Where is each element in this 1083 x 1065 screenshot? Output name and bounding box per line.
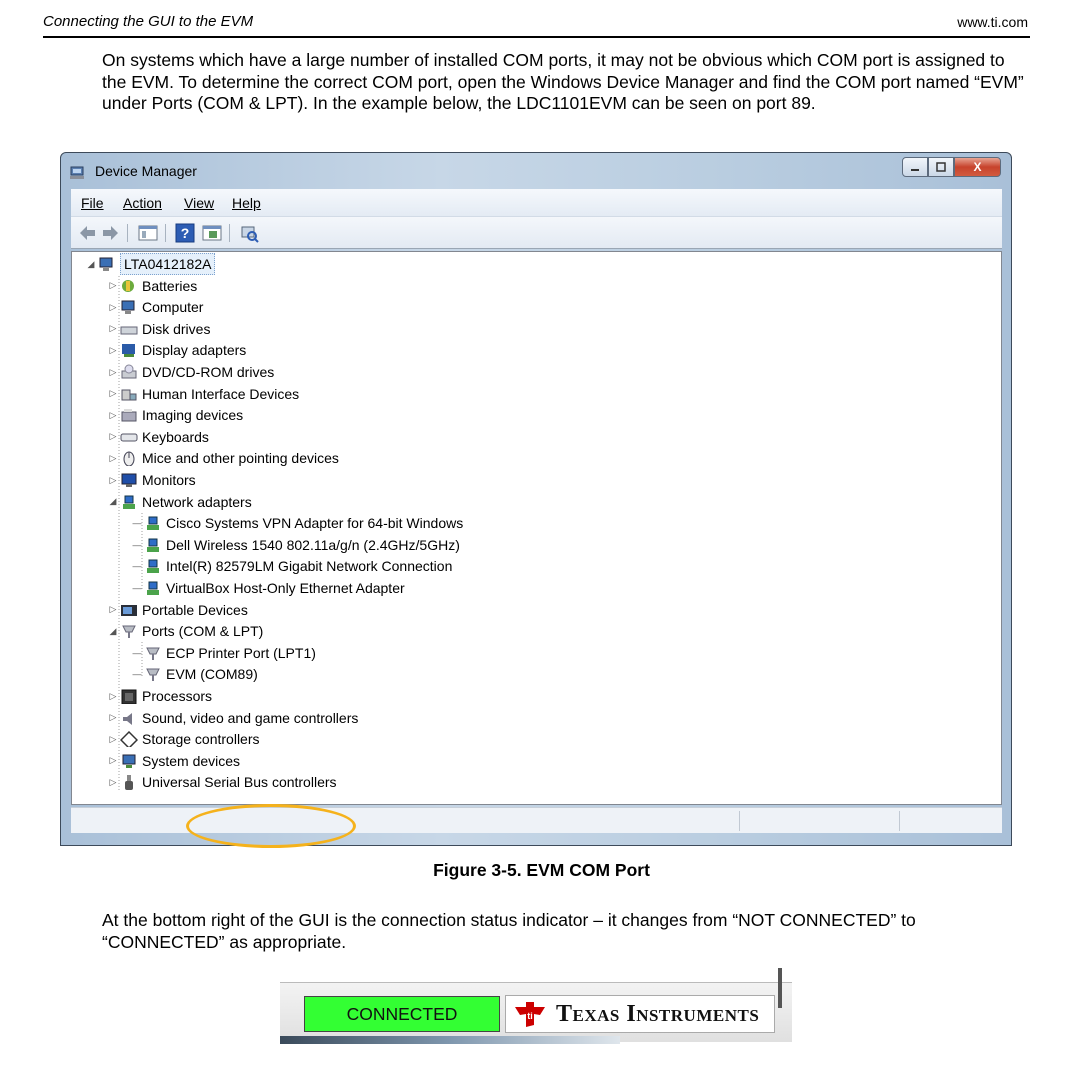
tree-node-label: Portable Devices <box>142 601 248 618</box>
tree-node-label: ECP Printer Port (LPT1) <box>166 644 316 661</box>
tree-node-label: DVD/CD-ROM drives <box>142 364 275 380</box>
toolbar-separator <box>127 224 128 242</box>
tree-category-node[interactable] <box>108 448 339 468</box>
tree-category-node[interactable] <box>108 621 263 641</box>
tree-category-node[interactable] <box>108 384 299 404</box>
maximize-icon <box>936 162 946 172</box>
tree-category-node[interactable] <box>108 686 212 706</box>
processor-icon <box>120 688 138 704</box>
storage-controller-icon <box>120 731 138 747</box>
menu-action-label: Action <box>123 195 162 211</box>
ti-logo-text: Texas Instruments <box>556 1000 760 1027</box>
tree-node-label: VirtualBox Host-Only Ethernet Adapter <box>166 580 405 596</box>
tree-device-node[interactable] <box>132 513 463 533</box>
portable-device-icon <box>120 602 138 618</box>
device-manager-window <box>60 152 1012 846</box>
help-icon[interactable] <box>175 223 195 243</box>
monitor-icon <box>120 472 138 488</box>
expand-triangle-icon[interactable]: ▷ <box>109 452 117 463</box>
tree-node-label: Mice and other pointing devices <box>142 450 339 467</box>
status-paragraph: At the bottom right of the GUI is the connection status indicator – it changes from “NOT CONNECTED” to “CONNECTED” as appropriate. <box>102 910 916 952</box>
tree-device-node[interactable] <box>132 535 460 555</box>
expand-triangle-icon[interactable]: ▷ <box>109 301 117 312</box>
properties-icon[interactable] <box>201 223 223 243</box>
tree-category-node[interactable] <box>108 729 260 749</box>
menu-view[interactable] <box>184 195 214 211</box>
tree-category-node[interactable] <box>108 276 197 296</box>
menu-help-label: Help <box>232 195 261 211</box>
network-adapter-icon <box>144 558 162 574</box>
sound-icon <box>120 710 138 726</box>
expand-triangle-icon[interactable]: ▷ <box>109 776 117 787</box>
collapse-triangle-icon[interactable]: ◢ <box>87 258 95 269</box>
close-button[interactable]: X <box>954 157 1001 177</box>
scan-hardware-icon[interactable] <box>239 223 259 243</box>
tree-node-label: Disk drives <box>142 320 211 337</box>
collapse-triangle-icon[interactable]: ◢ <box>109 496 117 507</box>
tree-category-node[interactable] <box>108 470 196 490</box>
expand-triangle-icon[interactable]: ▷ <box>109 280 117 291</box>
back-arrow-icon[interactable] <box>77 223 97 243</box>
menu-file[interactable] <box>81 195 104 211</box>
tree-node-label: Imaging devices <box>142 407 244 424</box>
menu-file-label: File <box>81 195 104 211</box>
tree-node-label: Human Interface Devices <box>142 385 300 402</box>
website-link[interactable]: www.ti.com <box>957 14 1028 30</box>
expand-triangle-icon[interactable]: ▷ <box>109 388 117 399</box>
intro-paragraph: On systems which have a large number of installed COM ports, it may not be obvious which COM port is assigned to the EVM. To determine the correct COM port, open the Windows Device Manager and find the COM port named “EVM” under Ports (COM & LPT). In the example below, the LDC1101EVM can be seen on port 89. <box>102 50 1024 113</box>
expand-triangle-icon[interactable]: ▷ <box>109 712 117 723</box>
menu-help[interactable] <box>232 195 261 211</box>
mouse-icon <box>120 450 138 466</box>
tree-branch-connector: — <box>132 647 142 658</box>
tree-node-label: Ports (COM & LPT) <box>142 623 264 640</box>
title-bar[interactable] <box>61 153 1011 187</box>
tree-node-label: Sound, video and game controllers <box>142 709 359 726</box>
tree-device-node[interactable] <box>132 664 258 684</box>
header-rule <box>43 36 1030 38</box>
device-tree[interactable] <box>71 251 1002 805</box>
minimize-icon <box>910 162 920 172</box>
figure-caption: Figure 3-5. EVM COM Port <box>433 860 650 880</box>
tree-node-label: Intel(R) 82579LM Gigabit Network Connection <box>166 558 453 575</box>
tree-category-node[interactable] <box>108 340 246 360</box>
section-header: Connecting the GUI to the EVM <box>43 13 254 30</box>
network-adapter-icon <box>144 580 162 596</box>
expand-triangle-icon[interactable]: ▷ <box>109 690 117 701</box>
tree-device-node[interactable] <box>132 643 316 663</box>
network-adapter-icon <box>144 537 162 553</box>
tree-category-node[interactable] <box>108 405 243 425</box>
tree-node-label: Universal Serial Bus controllers <box>142 774 337 791</box>
tree-category-node[interactable] <box>108 319 210 339</box>
keyboard-icon <box>120 429 138 445</box>
toolbar <box>71 217 1002 249</box>
gui-status-bar-image <box>280 968 792 1065</box>
tree-category-node[interactable] <box>108 362 274 382</box>
computer-icon <box>98 256 116 272</box>
tree-category-node[interactable] <box>108 708 358 728</box>
tree-branch-connector: — <box>132 583 142 593</box>
toolbar-separator <box>229 224 230 242</box>
tree-category-node[interactable] <box>108 297 203 317</box>
battery-icon <box>120 278 138 294</box>
maximize-button[interactable] <box>928 157 954 177</box>
tree-node-label: Storage controllers <box>142 731 260 748</box>
network-adapter-icon <box>144 515 162 531</box>
tree-node-label: Monitors <box>142 472 196 488</box>
expand-triangle-icon[interactable]: ▷ <box>109 755 117 766</box>
status-bar-edge <box>778 968 782 1008</box>
tree-category-node[interactable] <box>108 427 209 447</box>
expand-triangle-icon[interactable]: ▷ <box>109 604 117 615</box>
usb-icon <box>120 774 138 790</box>
ti-state-logo-icon <box>512 999 548 1029</box>
port-icon <box>144 666 162 682</box>
tree-node-label: Cisco Systems VPN Adapter for 64-bit Windows <box>166 515 464 532</box>
tree-category-node[interactable] <box>108 600 248 620</box>
expand-triangle-icon[interactable]: ▷ <box>109 431 117 442</box>
tree-branch-connector: — <box>132 669 142 680</box>
expand-triangle-icon[interactable]: ▷ <box>109 409 117 420</box>
highlight-circle <box>186 804 356 848</box>
tree-node-label: Processors <box>142 688 213 704</box>
expand-triangle-icon[interactable]: ▷ <box>109 344 117 355</box>
dvd-drive-icon <box>120 364 138 380</box>
display-adapter-icon <box>120 342 138 358</box>
expand-triangle-icon[interactable]: ▷ <box>109 323 117 334</box>
device-manager-icon <box>69 164 85 180</box>
tree-root-node[interactable] <box>86 254 215 274</box>
tree-device-node[interactable] <box>132 578 405 598</box>
tree-branch-connector: — <box>132 539 142 550</box>
status-divider <box>899 811 900 831</box>
forward-arrow-icon[interactable] <box>101 223 121 243</box>
expand-triangle-icon[interactable]: ▷ <box>109 733 117 744</box>
tree-node-label: EVM (COM89) <box>166 666 258 683</box>
system-device-icon <box>120 753 138 769</box>
window-controls <box>902 157 1001 177</box>
status-divider <box>739 811 740 831</box>
computer-icon <box>120 299 138 315</box>
ti-logo <box>505 995 775 1033</box>
imaging-device-icon <box>120 407 138 423</box>
menu-bar <box>71 189 1002 217</box>
tree-node-label: Network adapters <box>142 493 252 510</box>
menu-action[interactable] <box>123 195 162 211</box>
menu-view-label: View <box>184 195 215 211</box>
port-icon <box>120 623 138 639</box>
status-bar-shadow <box>280 1036 620 1044</box>
tree-node-label: Computer <box>142 299 204 316</box>
port-icon <box>144 645 162 661</box>
svg-text:ti: ti <box>527 1011 533 1021</box>
minimize-button[interactable] <box>902 157 928 177</box>
collapse-triangle-icon[interactable]: ◢ <box>109 625 117 636</box>
tree-node-label: Display adapters <box>142 342 247 359</box>
connection-status-indicator: CONNECTED <box>304 996 500 1032</box>
computer-name-label: LTA0412182A <box>120 253 215 275</box>
toolbar-separator <box>165 224 166 242</box>
tree-category-node[interactable] <box>108 772 337 792</box>
tree-device-node[interactable] <box>132 556 452 576</box>
hid-icon <box>120 386 138 402</box>
svg-text:?: ? <box>180 225 190 241</box>
tree-node-label: Batteries <box>142 277 198 294</box>
tree-branch-connector: — <box>132 561 142 572</box>
expand-triangle-icon[interactable]: ▷ <box>109 366 117 377</box>
tree-branch-connector: — <box>132 518 142 529</box>
tree-category-node[interactable] <box>108 751 240 771</box>
network-adapter-icon <box>120 494 138 510</box>
window-title: Device Manager <box>95 163 197 179</box>
tree-node-label: Dell Wireless 1540 802.11a/g/n (2.4GHz/5GHz) <box>166 536 460 553</box>
tree-category-node[interactable] <box>108 492 252 512</box>
tree-node-label: System devices <box>142 752 241 769</box>
expand-triangle-icon[interactable]: ▷ <box>109 474 117 485</box>
tree-node-label: Keyboards <box>142 428 209 445</box>
show-hide-console-tree-icon[interactable] <box>137 223 159 243</box>
disk-drive-icon <box>120 321 138 337</box>
